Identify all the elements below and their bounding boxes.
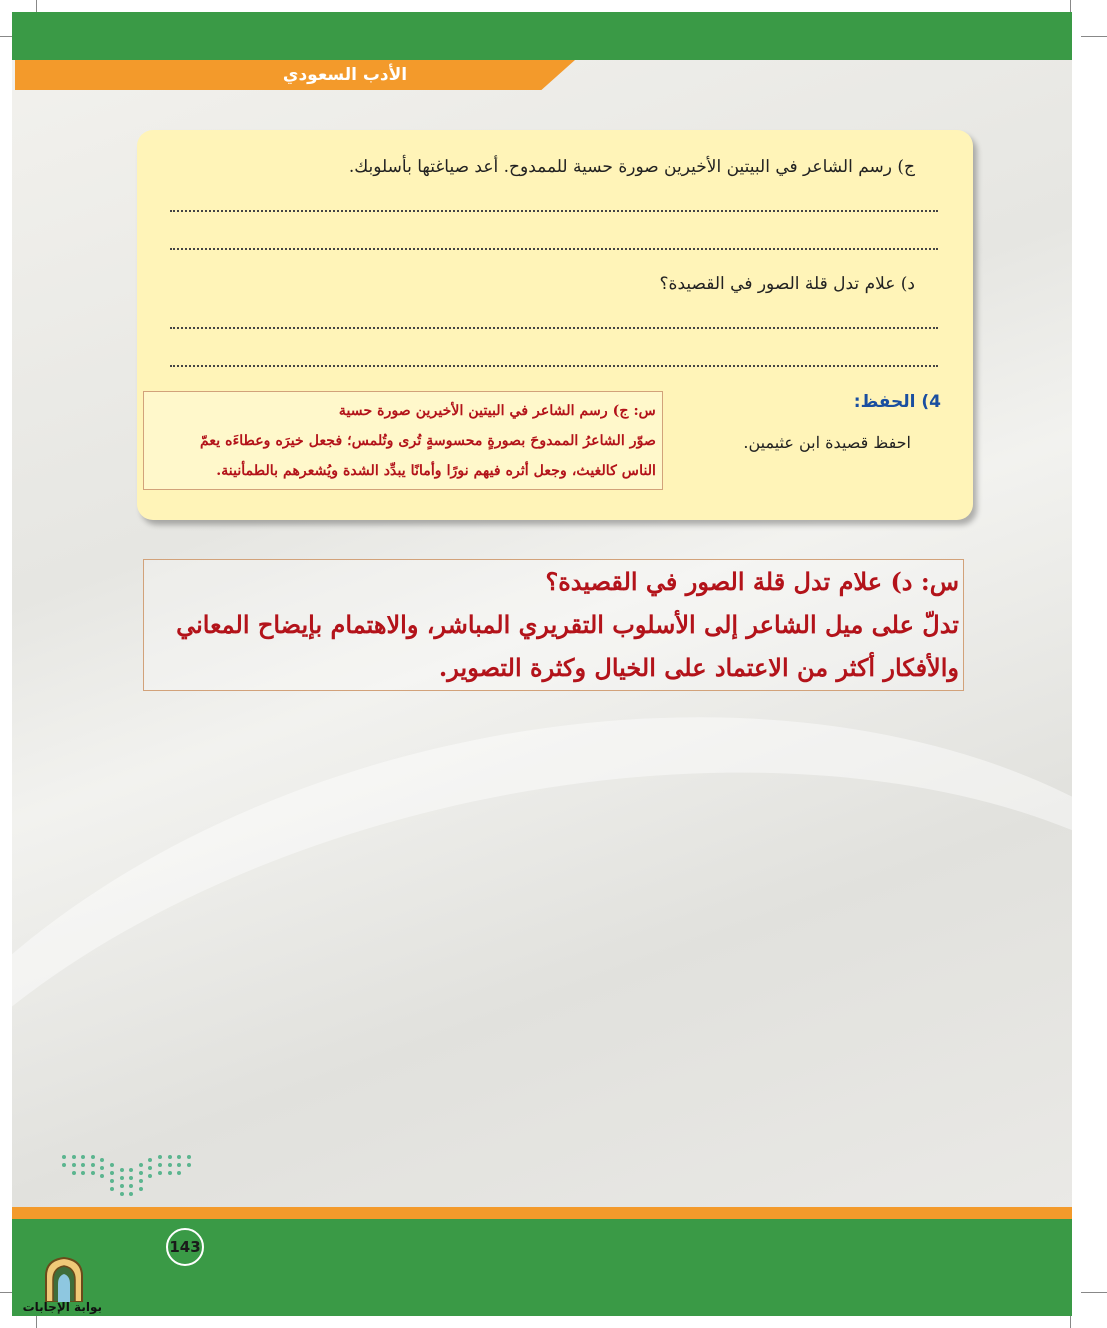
- answer-c-line: صوّر الشاعرُ الممدوحَ بصورةٍ محسوسةٍ تُرى وتُلمس؛ فجعل خيرَه وعطاءَه يعمّ: [199, 433, 656, 449]
- logo-dot: [100, 1158, 104, 1162]
- logo-dot: [148, 1166, 152, 1170]
- logo-dot: [168, 1155, 172, 1159]
- answer-d-box: [143, 559, 964, 691]
- logo-dot: [177, 1171, 181, 1175]
- logo-dot: [168, 1171, 172, 1175]
- logo-dot: [177, 1155, 181, 1159]
- logo-dot: [158, 1155, 162, 1159]
- logo-dot: [91, 1163, 95, 1167]
- logo-dot: [129, 1184, 133, 1188]
- logo-dot: [158, 1163, 162, 1167]
- logo-dot: [187, 1155, 191, 1159]
- logo-dot: [120, 1184, 124, 1188]
- site-label: بوابة الإجابات: [22, 1300, 102, 1314]
- ministry-of-education-dots-icon: [62, 1155, 196, 1199]
- logo-dot: [120, 1192, 124, 1196]
- logo-dot: [187, 1163, 191, 1167]
- logo-dot: [91, 1155, 95, 1159]
- logo-dot: [129, 1168, 133, 1172]
- crop-mark: [1081, 36, 1107, 37]
- answer-dotted-line: [170, 248, 938, 250]
- logo-dot: [81, 1171, 85, 1175]
- logo-dot: [72, 1155, 76, 1159]
- logo-dot: [110, 1187, 114, 1191]
- answer-dotted-line: [170, 327, 938, 329]
- mosque-gate-icon: [42, 1256, 86, 1302]
- answer-d-line: والأفكار أكثر من الاعتماد على الخيال وكثرة التصوير.: [438, 653, 959, 682]
- answer-c-box: [143, 391, 663, 490]
- logo-dot: [139, 1179, 143, 1183]
- logo-dot: [110, 1163, 114, 1167]
- logo-dot: [110, 1179, 114, 1183]
- answer-c-line: الناس كالغيث، وجعل أثره فيهم نورًا وأمانًا يبدِّد الشدة ويُشعرهم بالطمأنينة.: [216, 463, 656, 479]
- bottom-orange-band: [12, 1207, 1072, 1219]
- logo-dot: [120, 1168, 124, 1172]
- memorize-instruction: احفظ قصيدة ابن عثيمين.: [743, 433, 911, 452]
- logo-dot: [129, 1192, 133, 1196]
- question-d: د) علام تدل قلة الصور في القصيدة؟: [659, 274, 915, 294]
- logo-dot: [129, 1176, 133, 1180]
- top-green-band: [12, 12, 1072, 60]
- logo-dot: [120, 1176, 124, 1180]
- logo-dot: [139, 1163, 143, 1167]
- answer-d-line: س: د) علام تدل قلة الصور في القصيدة؟: [545, 567, 959, 596]
- logo-dot: [139, 1187, 143, 1191]
- logo-dot: [91, 1171, 95, 1175]
- answer-dotted-line: [170, 210, 938, 212]
- answer-c-line: س: ج) رسم الشاعر في البيتين الأخيرين صورة حسية: [338, 403, 656, 419]
- question-c: ج) رسم الشاعر في البيتين الأخيرين صورة حسية للممدوح. أعد صياغتها بأسلوبك.: [348, 157, 915, 177]
- memorize-heading: 4) الحفظ:: [853, 392, 941, 412]
- logo-dot: [139, 1171, 143, 1175]
- logo-dot: [148, 1158, 152, 1162]
- section-title: الأدب السعودي: [282, 65, 408, 85]
- logo-dot: [148, 1174, 152, 1178]
- logo-dot: [81, 1155, 85, 1159]
- logo-dot: [72, 1171, 76, 1175]
- logo-dot: [158, 1171, 162, 1175]
- logo-dot: [72, 1163, 76, 1167]
- page-number: 143: [166, 1228, 204, 1266]
- logo-dot: [110, 1171, 114, 1175]
- logo-dot: [62, 1155, 66, 1159]
- logo-dot: [100, 1166, 104, 1170]
- logo-dot: [100, 1174, 104, 1178]
- answer-dotted-line: [170, 365, 938, 367]
- logo-dot: [81, 1163, 85, 1167]
- answer-d-line: تدلّ على ميل الشاعر إلى الأسلوب التقريري المباشر، والاهتمام بإيضاح المعاني: [176, 610, 959, 639]
- logo-dot: [177, 1163, 181, 1167]
- logo-dot: [62, 1163, 66, 1167]
- logo-dot: [168, 1163, 172, 1167]
- crop-mark: [1081, 1292, 1107, 1293]
